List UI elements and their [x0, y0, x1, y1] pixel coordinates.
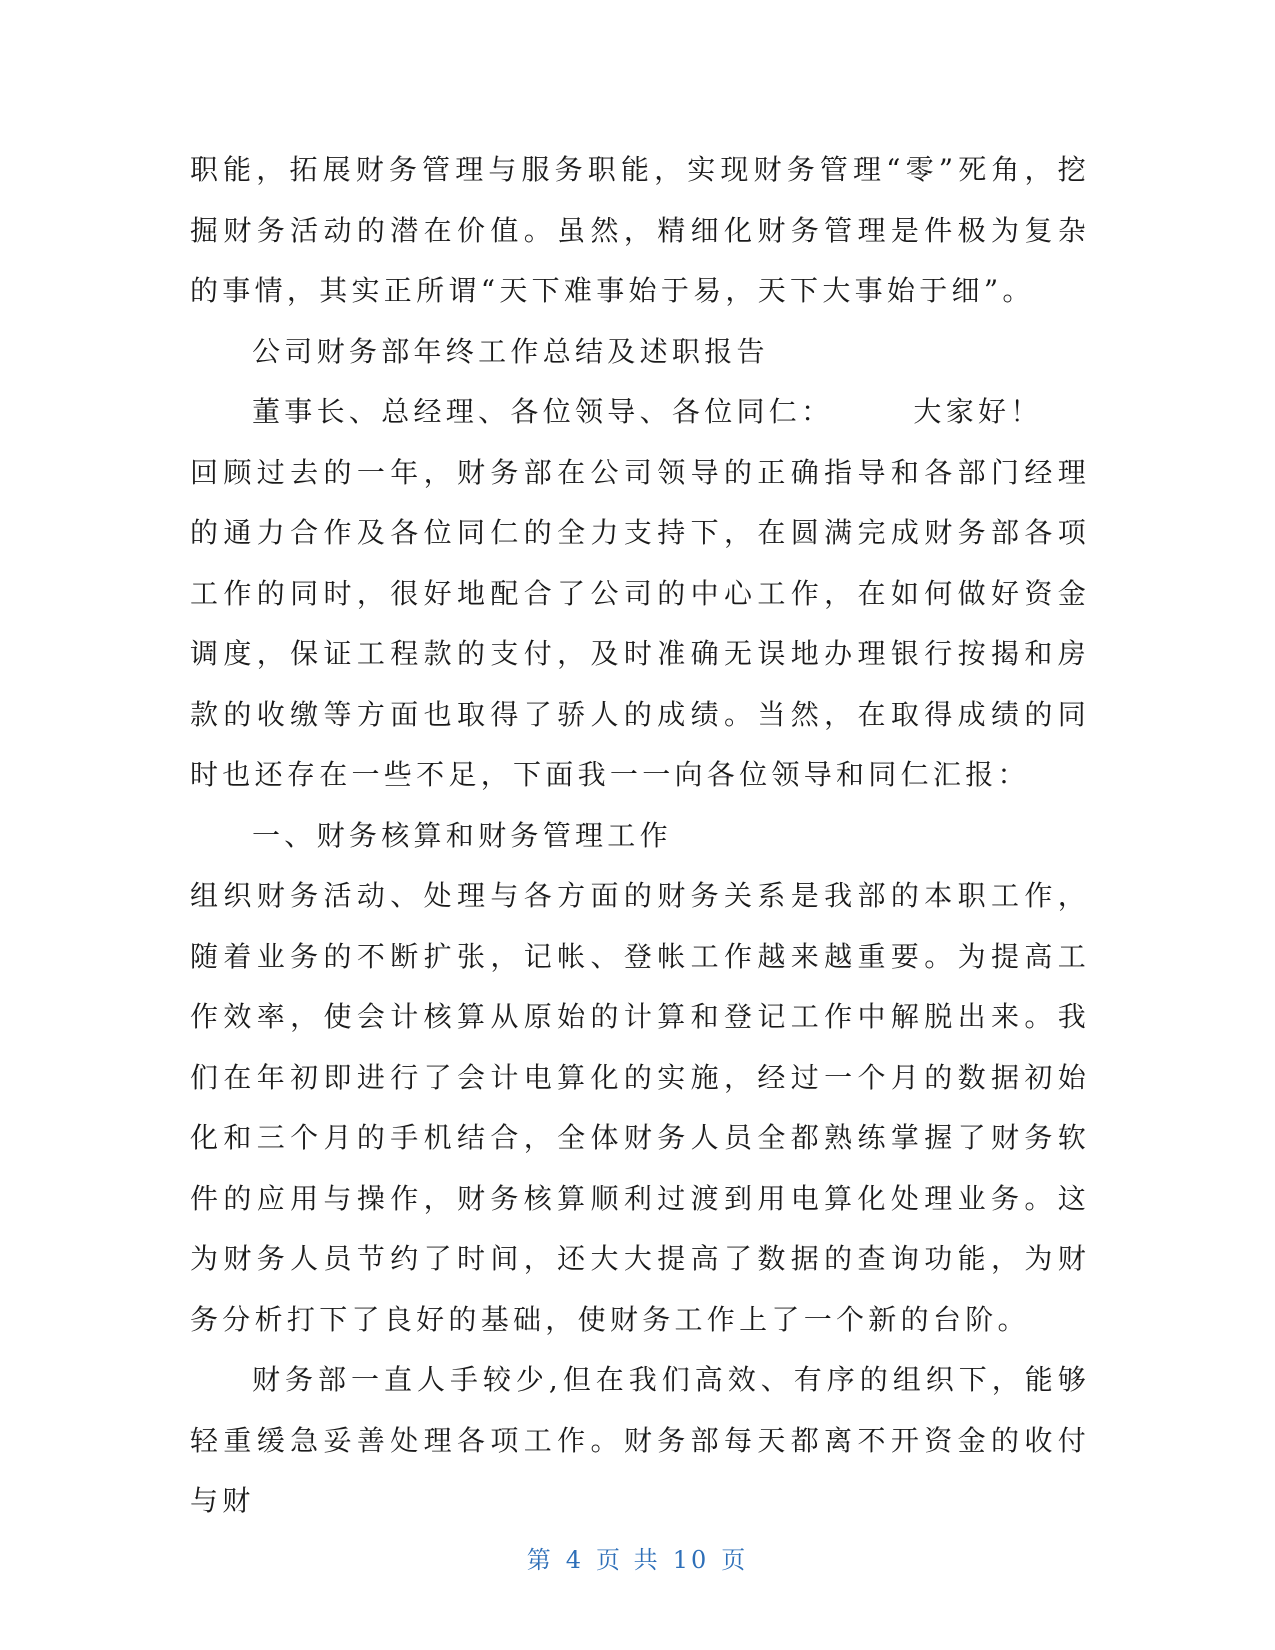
- greeting-line: [190, 382, 1090, 443]
- page-number-footer: [0, 1540, 1275, 1575]
- document-body: [190, 140, 1090, 1532]
- paragraph-intro-continuation: 职能，拓展财务管理与服务职能，实现财务管理“零”死角，挖掘财务活动的潜在价值。虽然，精细化财务管理是件极为复杂的事情，其实正所谓“天下难事始于易，天下大事始于细”。: [190, 153, 1090, 307]
- greeting-salutation: 董事长、总经理、各位领导、各位同仁：: [252, 395, 834, 428]
- greeting-hello: 大家好！: [913, 395, 1043, 428]
- paragraph-staffing: 财务部一直人手较少,但在我们高效、有序的组织下，能够轻重缓急妥善处理各项工作。财务部每天都离不开资金的收付与财: [190, 1363, 1090, 1517]
- footer-suffix: 页: [721, 1546, 749, 1574]
- report-title: 公司财务部年终工作总结及述职报告: [252, 334, 769, 368]
- paragraph-accounting: 组织财务活动、处理与各方面的财务关系是我部的本职工作，随着业务的不断扩张，记帐、登帐工作越来越重要。为提高工作效率，使会计核算从原始的计算和登记工作中解脱出来。我们在年初即进行了会计电算化的实施，经过一个月的数据初始化和三个月的手机结合，全体财务人员全都熟练掌握了财务软件的应用与操作，财务核算顺利过渡到用电算化处理业务。这为财务人员节约了时间，还大大提高了数据的查询功能，为财务分析打下了良好的基础，使财务工作上了一个新的台阶。: [190, 879, 1090, 1336]
- section-heading-accounting: 一、财务核算和财务管理工作: [252, 818, 672, 852]
- footer-prefix: 第: [526, 1546, 554, 1574]
- footer-current-page: 4: [565, 1546, 585, 1574]
- footer-total-pages: 10: [672, 1546, 710, 1574]
- paragraph-review: 回顾过去的一年，财务部在公司领导的正确指导和各部门经理的通力合作及各位同仁的全力支持下，在圆满完成财务部各项工作的同时，很好地配合了公司的中心工作，在如何做好资金调度，保证工程款的支付，及时准确无误地办理银行按揭和房款的收缴等方面也取得了骄人的成绩。当然，在取得成绩的同时也还存在一些不足，下面我一一向各位领导和同仁汇报：: [190, 455, 1090, 791]
- footer-middle: 页 共: [596, 1546, 661, 1574]
